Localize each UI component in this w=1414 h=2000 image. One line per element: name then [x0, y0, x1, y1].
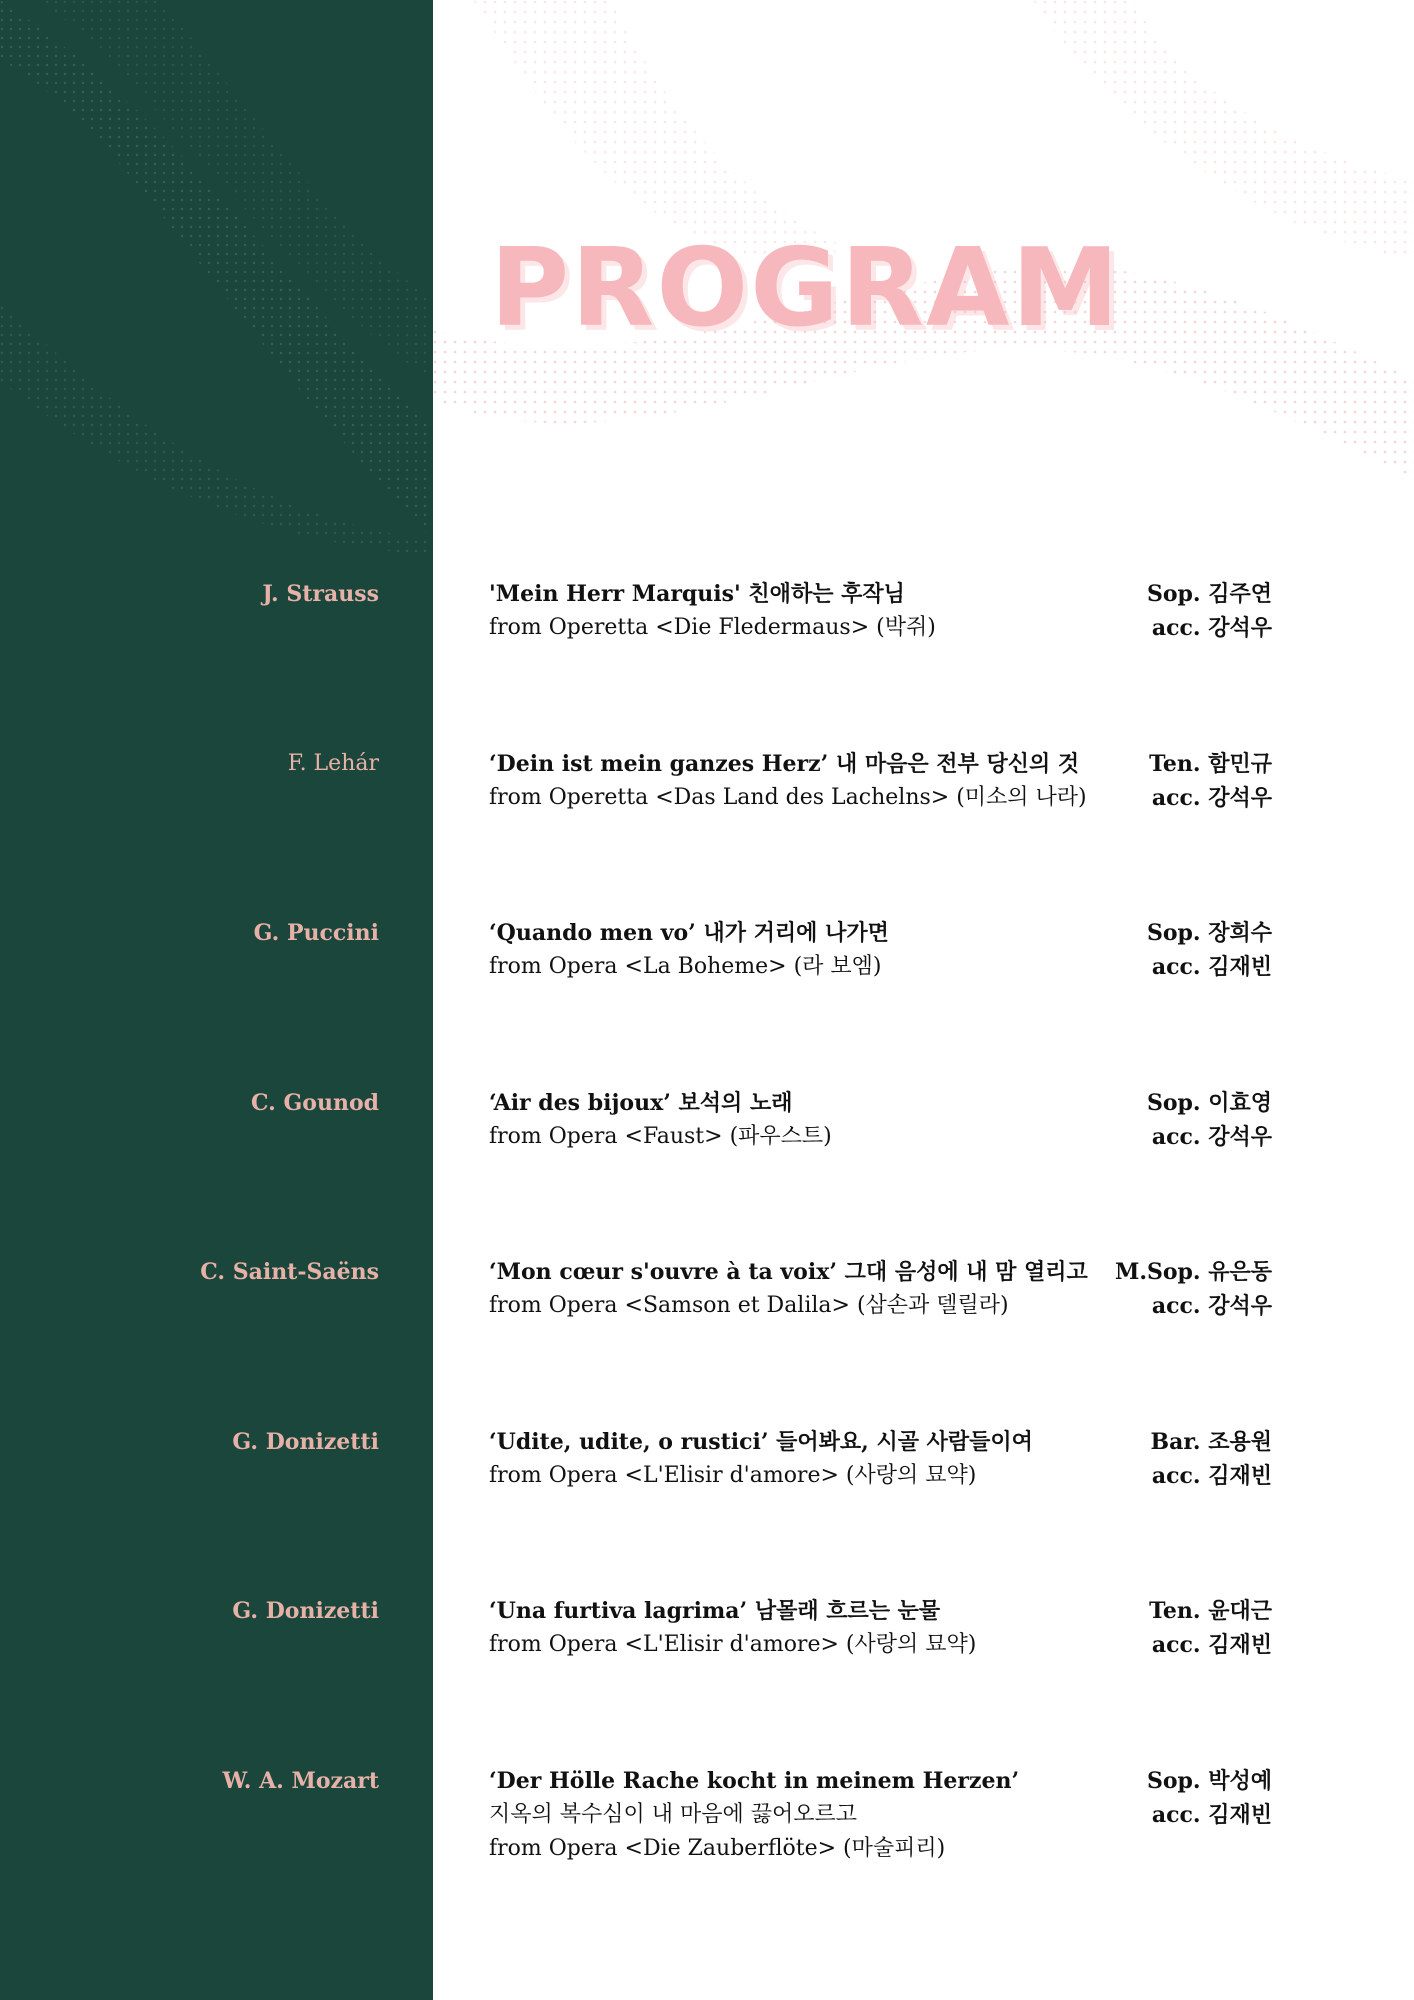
piece-source: from Opera <L'Elisir d'amore> (사랑의 묘약)	[489, 1462, 977, 1488]
performer: Bar. 조용원	[1150, 1428, 1272, 1455]
piece-source: from Opera <Samson et Dalila> (삼손과 델릴라)	[489, 1293, 1009, 1318]
accompanist: acc. 강석우	[1151, 1293, 1272, 1319]
piece-source: from Opera <L'Elisir d'amore> (사랑의 묘약)	[489, 1632, 977, 1657]
performers	[1012, 747, 1272, 815]
performer: Ten. 함민규	[1149, 750, 1272, 777]
performers	[1012, 1764, 1272, 1832]
piece-title: ‘Una furtiva lagrima’ 남몰래 흐르는 눈물	[489, 1598, 941, 1624]
dotted-wave-decoration	[0, 0, 433, 560]
piece-title: ‘Mon cœur s'ouvre à ta voix’ 그대 음성에 내 맘 열리고	[489, 1259, 1088, 1285]
sidebar	[0, 0, 433, 2000]
performers	[1012, 1086, 1272, 1154]
composer-name: C. Gounod	[251, 1089, 379, 1116]
accompanist: acc. 강석우	[1151, 615, 1272, 641]
piece-source: from Opera <La Boheme> (라 보엠)	[489, 954, 882, 979]
performers	[1012, 1594, 1272, 1662]
page-title: PROGRAM	[490, 226, 1121, 351]
composer-name: G. Donizetti	[232, 1428, 379, 1455]
composer-name: G. Puccini	[253, 920, 379, 946]
accompanist: acc. 강석우	[1151, 784, 1272, 811]
composer-name: W. A. Mozart	[222, 1767, 379, 1794]
performers	[1012, 1255, 1272, 1323]
performer: Ten. 윤대근	[1149, 1598, 1272, 1624]
piece-title: 'Mein Herr Marquis' 친애하는 후작님	[489, 581, 905, 607]
performer: Sop. 이효영	[1146, 1089, 1272, 1116]
piece-title: ‘Quando men vo’ 내가 거리에 나가면	[489, 920, 889, 946]
composer-name: F. Lehár	[287, 750, 379, 776]
performer: M.Sop. 유은동	[1114, 1259, 1272, 1285]
performer: Sop. 박성예	[1146, 1767, 1272, 1794]
accompanist: acc. 강석우	[1151, 1123, 1272, 1150]
performers	[1012, 916, 1272, 984]
piece-source: from Opera <Faust> (파우스트)	[489, 1123, 832, 1149]
piece-title: ‘Der Hölle Rache kocht in meinem Herzen’	[489, 1767, 1020, 1794]
accompanist: acc. 김재빈	[1151, 1632, 1272, 1658]
piece-title: ‘Dein ist mein ganzes Herz’ 내 마음은 전부 당신의 것	[489, 750, 1080, 777]
accompanist: acc. 김재빈	[1151, 1462, 1272, 1489]
piece-source: from Operetta <Das Land des Lachelns> (미소의 나라)	[489, 784, 1087, 810]
piece-title: ‘Air des bijoux’ 보석의 노래	[489, 1089, 793, 1116]
composer-name: J. Strauss	[262, 581, 379, 607]
piece-source: from Operetta <Die Fledermaus> (박쥐)	[489, 615, 936, 640]
piece-source: 지옥의 복수심이 내 마음에 끓어오르고	[489, 1801, 858, 1827]
piece-title: ‘Udite, udite, o rustici’ 들어봐요, 시골 사람들이여	[489, 1428, 1033, 1455]
piece-source: from Opera <Die Zauberflöte> (마술피리)	[489, 1835, 946, 1861]
accompanist: acc. 김재빈	[1151, 1801, 1272, 1828]
composer-name: C. Saint-Saëns	[200, 1259, 379, 1285]
performer: Sop. 김주연	[1146, 581, 1272, 607]
accompanist: acc. 김재빈	[1151, 954, 1272, 980]
composer-name: G. Donizetti	[232, 1598, 379, 1624]
performers	[1012, 1425, 1272, 1493]
performer: Sop. 장희수	[1146, 920, 1272, 946]
performers	[1012, 577, 1272, 645]
